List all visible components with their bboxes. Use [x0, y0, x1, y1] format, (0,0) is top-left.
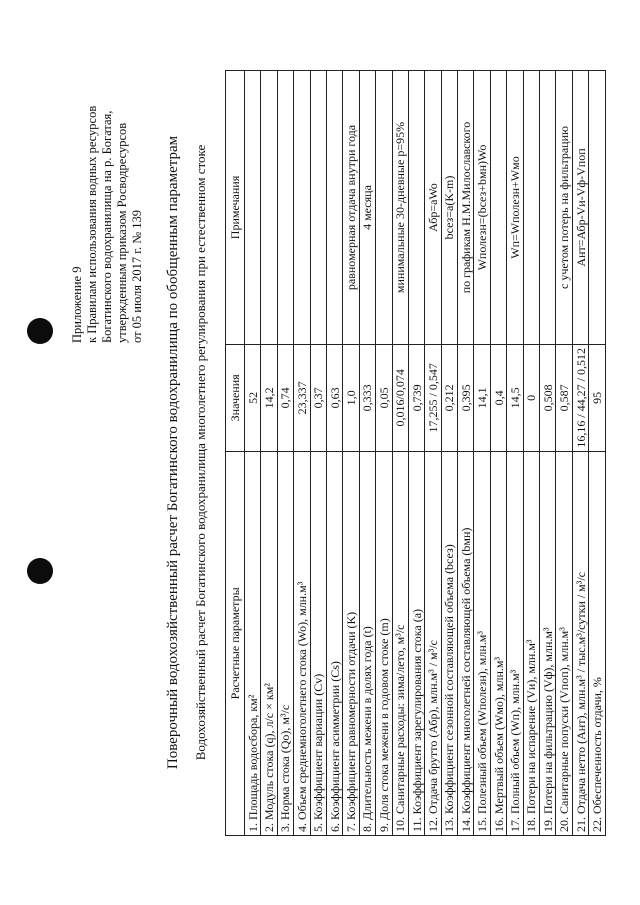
cell-note: 4 месяца	[359, 71, 375, 345]
table-row	[245, 71, 261, 836]
cell-parameter: 13. Коэффициент сезонной составляющей объема (bсез)	[441, 451, 457, 835]
cell-parameter: 4. Объем среднемноголетнего стока (Wo), млн.м³	[294, 451, 310, 835]
table-row	[261, 71, 277, 836]
cell-note	[261, 71, 277, 345]
cell-note: минимальные 30-дневные р=95%	[392, 71, 408, 345]
cell-value: 0,333	[359, 344, 375, 451]
cell-value: 23,337	[294, 344, 310, 451]
table-row	[507, 71, 523, 836]
table-row	[523, 71, 539, 836]
cell-value: 0,74	[277, 344, 293, 451]
table-row	[572, 71, 588, 836]
cell-note: bсез=a(K-m)	[441, 71, 457, 345]
appendix-line: утвержденным приказом Росводресурсов	[115, 122, 129, 343]
cell-note	[408, 71, 424, 345]
cell-note	[326, 71, 342, 345]
cell-value: 0,508	[540, 344, 556, 451]
cell-value: 0,05	[376, 344, 392, 451]
cell-parameter: 17. Полный объем (Wп), млн.м³	[507, 451, 523, 835]
cell-value: 14,2	[261, 344, 277, 451]
cell-parameter: 1. Площадь водосбора, км²	[245, 451, 261, 835]
cell-note	[277, 71, 293, 345]
table-row	[490, 71, 506, 836]
cell-parameter: 12. Отдача брутто (Абр), млн.м³ / м³/с	[425, 451, 441, 835]
cell-parameter: 19. Потери на фильтрацию (Vф), млн.м³	[540, 451, 556, 835]
cell-value: 1,0	[343, 344, 359, 451]
cell-parameter: 15. Полезный объем (Wполезн), млн.м³	[474, 451, 490, 835]
table-row	[326, 71, 342, 836]
cell-parameter: 16. Мертвый объем (Wмо), млн.м³	[490, 451, 506, 835]
table-header-row	[226, 71, 245, 836]
cell-note	[294, 71, 310, 345]
cell-value: 95	[589, 344, 605, 451]
table-row	[589, 71, 605, 836]
appendix-line: к Правилам использования водных ресурсов	[85, 105, 99, 343]
cell-value: 0,63	[326, 344, 342, 451]
cell-note	[540, 71, 556, 345]
appendix-header	[70, 23, 145, 343]
cell-parameter: 3. Норма стока (Qo), м³/с	[277, 451, 293, 835]
table-row	[376, 71, 392, 836]
cell-parameter: 8. Длительность межени в долях года (t)	[359, 451, 375, 835]
table-row	[425, 71, 441, 836]
cell-note	[245, 71, 261, 345]
header-notes: Примечания	[226, 71, 245, 345]
cell-note	[490, 71, 506, 345]
cell-parameter: 6. Коэффициент асимметрии (Cs)	[326, 451, 342, 835]
appendix-line: Богатинского водохранилища на р. Богатая,	[100, 110, 114, 343]
cell-note	[310, 71, 326, 345]
cell-note	[376, 71, 392, 345]
cell-value: 0,016/0,074	[392, 344, 408, 451]
table-row	[441, 71, 457, 836]
cell-parameter: 14. Коэффициент многолетней составляющей объема (bмн)	[458, 451, 474, 835]
header-values: Значения	[226, 344, 245, 451]
cell-value: 0	[523, 344, 539, 451]
cell-parameter: 11. Коэффициент зарегулирования стока (a)	[408, 451, 424, 835]
cell-note	[589, 71, 605, 345]
cell-parameter: 7. Коэффициент равномерности отдачи (K)	[343, 451, 359, 835]
table-row	[458, 71, 474, 836]
cell-value: 14,1	[474, 344, 490, 451]
cell-note: Wполезн=(bсез+bмн)Wo	[474, 71, 490, 345]
cell-value: 0,587	[556, 344, 572, 451]
table-row	[408, 71, 424, 836]
cell-parameter: 5. Коэффициент вариации (Cv)	[310, 451, 326, 835]
sub-title: Водохозяйственный расчет Богатинского водохранилища многолетнего регулирования при естественном стоке	[193, 144, 208, 761]
cell-parameter: 9. Доля стока межени в годовом стоке (m)	[376, 451, 392, 835]
cell-value: 0,37	[310, 344, 326, 451]
cell-value: 14,5	[507, 344, 523, 451]
cell-value: 17,255 / 0,547	[425, 344, 441, 451]
cell-parameter: 2. Модуль стока (q), л/с × км²	[261, 451, 277, 835]
cell-parameter: 20. Санитарные попуски (Vпоп), млн.м³	[556, 451, 572, 835]
cell-parameter: 22. Обеспеченность отдачи, %	[589, 451, 605, 835]
cell-value: 52	[245, 344, 261, 451]
main-title: Поверочный водохозяйственный расчет Богатинского водохранилища по обобщенным параметрам	[165, 135, 181, 770]
cell-note: равномерная отдача внутри года	[343, 71, 359, 345]
cell-value: 16,16 / 44,27 / 0,512	[572, 344, 588, 451]
table-row	[359, 71, 375, 836]
cell-value: 0,739	[408, 344, 424, 451]
cell-note	[523, 71, 539, 345]
table-row	[294, 71, 310, 836]
table-row	[556, 71, 572, 836]
cell-note: по графикам Н.М.Милославского	[458, 71, 474, 345]
table-row	[277, 71, 293, 836]
cell-value: 0,212	[441, 344, 457, 451]
cell-note: с учетом потерь на фильтрацию	[556, 71, 572, 345]
calculation-table	[225, 70, 606, 836]
table-row	[540, 71, 556, 836]
appendix-line: от 05 июля 2017 г. № 139	[130, 209, 144, 343]
table-row	[343, 71, 359, 836]
cell-parameter: 21. Отдача нетто (Ант), млн.м³ / тыс.м³/сутки / м³/с	[572, 451, 588, 835]
cell-note: Ант=Абр-Vи-Vф-Vпоп	[572, 71, 588, 345]
table-row	[474, 71, 490, 836]
table-row	[310, 71, 326, 836]
header-parameters: Расчетные параметры	[226, 451, 245, 835]
table-row	[392, 71, 408, 836]
appendix-line: Приложение 9	[70, 266, 84, 343]
cell-parameter: 10. Санитарные расходы: зима/лето, м³/с	[392, 451, 408, 835]
cell-parameter: 18. Потери на испарение (Vи), млн.м³	[523, 451, 539, 835]
cell-note: Абр=aWo	[425, 71, 441, 345]
cell-value: 0,4	[490, 344, 506, 451]
cell-value: 0,395	[458, 344, 474, 451]
cell-note: Wп=Wполезн+Wмо	[507, 71, 523, 345]
